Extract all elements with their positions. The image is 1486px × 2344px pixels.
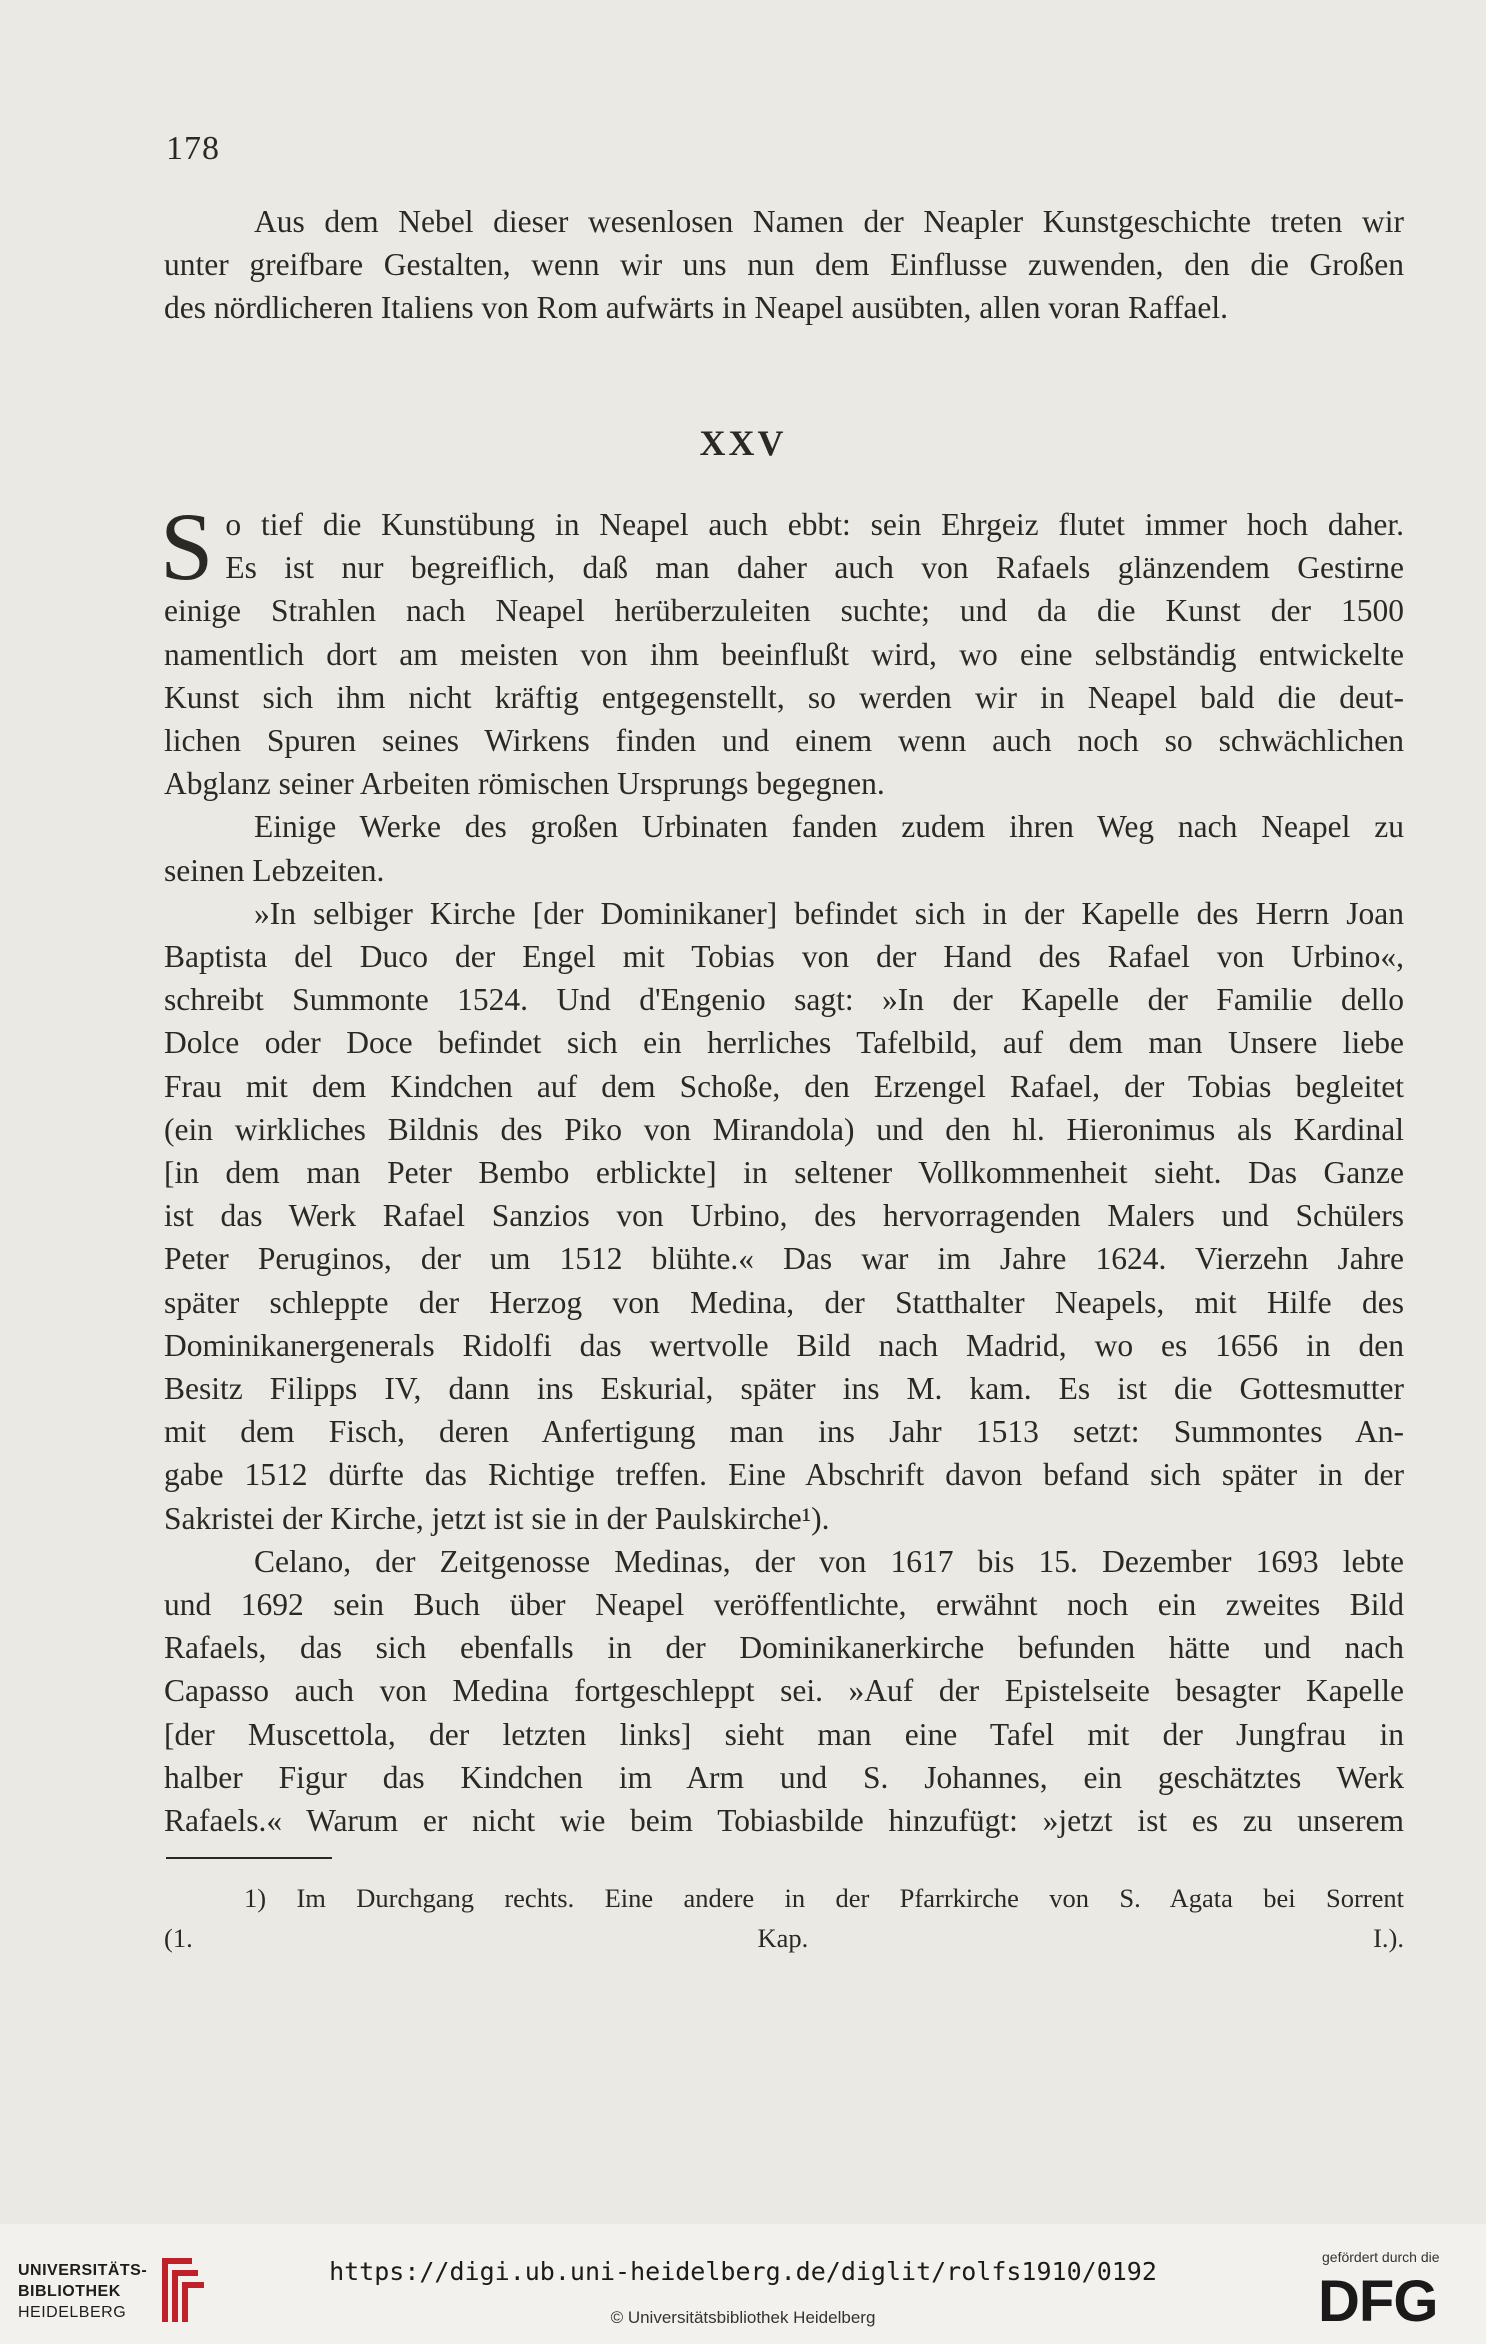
text-line: Sakristei der Kirche, jetzt ist sie in der Paulskirche¹). <box>164 1500 830 1536</box>
text-line: des nördlicheren Italiens von Rom aufwärts in Neapel ausübten, allen voran Raffael. <box>164 290 1228 326</box>
text-line: Rafaels, das sich ebenfalls in der Dominikanerkirche befunden hätte und nach <box>164 1630 1404 1666</box>
chapter-heading: XXV <box>699 423 787 463</box>
text-line: Kunst sich ihm nicht kräftig entgegenstellt, so werden wir in Neapel bald die deut- <box>164 679 1404 715</box>
drop-cap: S <box>160 493 214 600</box>
library-name-line3: HEIDELBERG <box>18 2304 127 2321</box>
text-line: Peter Peruginos, der um 1512 blühte.« Das war im Jahre 1624. Vierzehn Jahre <box>164 1241 1404 1277</box>
text-line: »In selbiger Kirche [der Dominikaner] befindet sich in der Kapelle des Herrn Joan <box>254 895 1404 931</box>
funding-caption: gefördert durch die <box>1322 2249 1440 2265</box>
text-line: einige Strahlen nach Neapel herüberzuleiten suchte; und da die Kunst der 1500 <box>164 593 1404 629</box>
text-line: und 1692 sein Buch über Neapel veröffentlichte, erwähnt noch ein zweites Bild <box>164 1587 1404 1623</box>
text-line: Aus dem Nebel dieser wesenlosen Namen der Neapler Kunstgeschichte treten wir <box>254 204 1404 239</box>
footnote-divider <box>166 1857 332 1859</box>
text-line: Es ist nur begreiflich, daß man daher auch von Rafaels glänzendem Gestirne <box>225 550 1404 586</box>
permalink-url[interactable]: https://digi.ub.uni-heidelberg.de/diglit/rolfs1910/0192 <box>329 2257 1157 2286</box>
text-line: Dominikanergenerals Ridolfi das wertvolle Bild nach Madrid, wo es 1656 in den <box>164 1327 1404 1363</box>
text-line: Celano, der Zeitgenosse Medinas, der von 1617 bis 15. Dezember 1693 lebte <box>254 1543 1404 1579</box>
text-line: o tief die Kunstübung in Neapel auch ebbt: sein Ehrgeiz flutet immer hoch daher. <box>225 507 1404 542</box>
text-line: (ein wirkliches Bildnis des Piko von Mirandola) und den hl. Hieronimus als Kardinal <box>164 1111 1404 1147</box>
text-line: [in dem man Peter Bembo erblickte] in seltener Vollkommenheit sieht. Das Ganze <box>164 1155 1404 1191</box>
text-line: Baptista del Duco der Engel mit Tobias von der Hand des Rafael von Urbino«, <box>164 939 1404 975</box>
page-number: 178 <box>166 130 220 167</box>
copyright-notice: © Universitätsbibliothek Heidelberg <box>610 2308 876 2327</box>
footnote-line: 1) Im Durchgang rechts. Eine andere in der Pfarrkirche von S. Agata bei Sorrent <box>244 1883 1404 1913</box>
footnote <box>164 1878 1404 1958</box>
dfg-logo: DFG <box>1318 2269 1438 2334</box>
text-line: Einige Werke des großen Urbinaten fanden zudem ihren Weg nach Neapel zu <box>254 809 1404 845</box>
text-line: Besitz Filipps IV, dann ins Eskurial, später ins M. kam. Es ist die Gottesmutter <box>164 1371 1404 1407</box>
library-name-line2: BIBLIOTHEK <box>18 2283 121 2300</box>
text-line: [der Muscettola, der letzten links] sieht man eine Tafel mit der Jungfrau in <box>164 1716 1404 1752</box>
text-line: Dolce oder Doce befindet sich ein herrliches Tafelbild, auf dem man Unsere liebe <box>164 1025 1404 1061</box>
library-name-line1: UNIVERSITÄTS- <box>18 2262 148 2279</box>
text-line: mit dem Fisch, deren Anfertigung man ins Jahr 1513 setzt: Summontes An- <box>164 1414 1404 1450</box>
text-line: später schleppte der Herzog von Medina, der Statthalter Neapels, mit Hilfe des <box>164 1284 1404 1320</box>
text-line: halber Figur das Kindchen im Arm und S. Johannes, ein geschätztes Werk <box>164 1759 1404 1795</box>
text-line: ist das Werk Rafael Sanzios von Urbino, des hervorragenden Malers und Schülers <box>164 1198 1404 1234</box>
text-line: schreibt Summonte 1524. Und d'Engenio sagt: »In der Kapelle der Familie dello <box>164 982 1404 1018</box>
text-line: Capasso auch von Medina fortgeschleppt sei. »Auf der Epistelseite besagter Kapelle <box>164 1673 1404 1709</box>
footnote-line: (1. Kap. I.). <box>164 1923 1404 1953</box>
text-line: seinen Lebzeiten. <box>164 852 385 888</box>
intro-paragraph <box>164 200 1404 330</box>
text-line: Abglanz seiner Arbeiten römischen Ursprungs begegnen. <box>164 766 885 802</box>
text-line: namentlich dort am meisten von ihm beeinflußt wird, wo eine selbständig entwickelte <box>164 636 1404 672</box>
text-line: Frau mit dem Kindchen auf dem Schoße, den Erzengel Rafael, der Tobias begleitet <box>164 1068 1404 1104</box>
text-line: Rafaels.« Warum er nicht wie beim Tobiasbilde hinzufügt: »jetzt ist es zu unserem <box>164 1803 1404 1839</box>
text-line: gabe 1512 dürfte das Richtige treffen. Eine Abschrift davon befand sich später in der <box>164 1457 1404 1493</box>
text-line: unter greifbare Gestalten, wenn wir uns nun dem Einflusse zuwenden, den die Großen <box>164 247 1404 283</box>
text-line: lichen Spuren seines Wirkens finden und einem wenn auch noch so schwächlichen <box>164 723 1404 759</box>
chapter-body <box>160 493 1404 1842</box>
